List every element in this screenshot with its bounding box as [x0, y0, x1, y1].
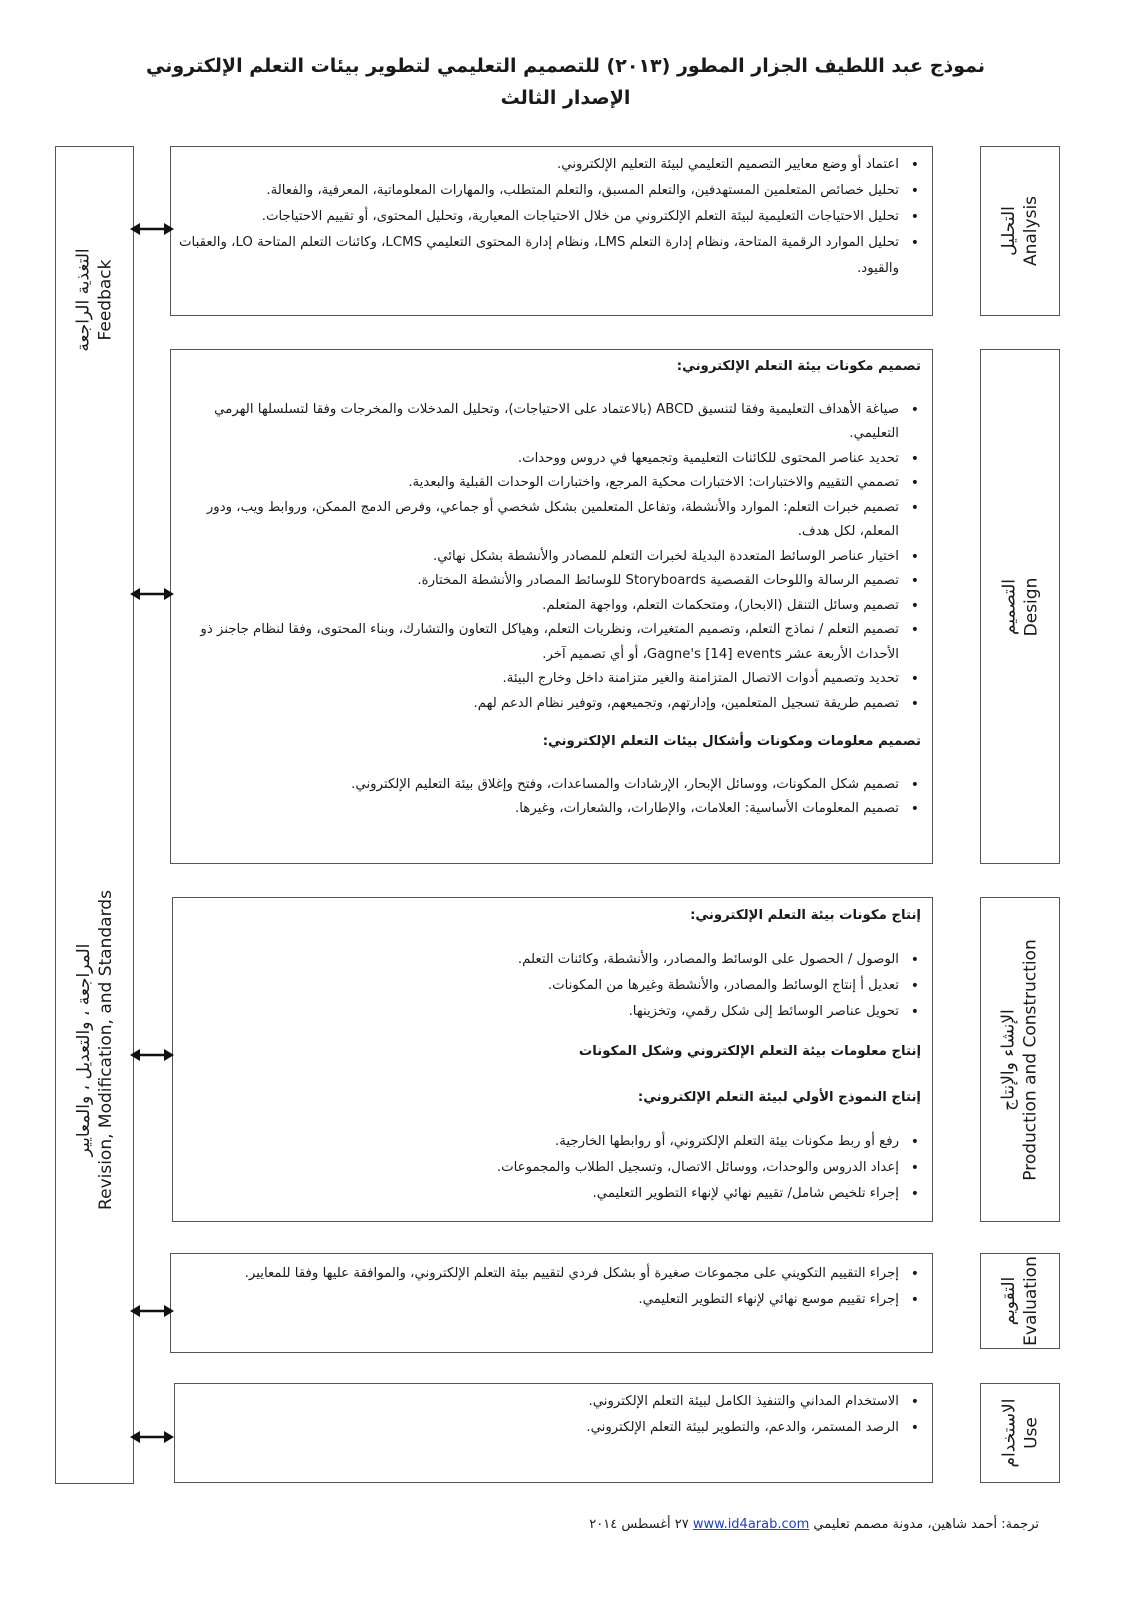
footer-date: ٢٧ أغسطس ٢٠١٤ — [589, 1517, 689, 1532]
production-item: • إعداد الدروس والوحدات، ووسائل الاتصال، وتسجيل الطلاب والمجموعات. — [180, 1155, 899, 1181]
use-item: • الرصد المستمر، والدعم، والتطوير لبيئة التعلم الإلكتروني. — [182, 1415, 899, 1441]
design-double-arrow-icon — [130, 586, 174, 602]
design-item: • تصميم التعلم / نماذج التعلم، وتصميم المتغيرات، ونظريات التعلم، وهياكل التعاون والتشارك، وبناء المحتوى، وفقا لنظام جاجنز ذو الأحداث الأربعة عشر Gagne's [14] events، أو أي تصميم آخر. — [178, 618, 899, 667]
production-item: • إجراء تلخيص شامل/ تقييم نهائي لإنهاء التطوير التعليمي. — [180, 1181, 899, 1207]
footer-link[interactable]: www.id4arab.com — [692, 1517, 810, 1532]
design-label-en: Design — [1020, 577, 1041, 636]
design-item: • تصميم شكل المكونات، ووسائل الإبحار، الإرشادات والمساعدات، وفتح وإغلاق بيئة التعليم الإلكتروني. — [178, 773, 899, 798]
evaluation-content — [170, 1253, 933, 1353]
analysis-item: • تحليل خصائص المتعلمين المستهدفين، والتعلم المسبق، والتعلم المتطلب، والمهارات المعلوماتية، المعرفية، والفعالة. — [178, 178, 899, 204]
design-item: • تصميم الرسالة واللوحات القصصية Storyboards للوسائط المصادر والأنشطة المختارة. — [178, 569, 899, 594]
analysis-item: • تحليل الموارد الرقمية المتاحة، ونظام إدارة التعلم LMS، ونظام إدارة المحتوى التعليمي LCMS، وكائنات التعلم المتاحة LO، والعقبات والقيود. — [178, 230, 899, 282]
use-label-en: Use — [1020, 1417, 1041, 1449]
evaluation-item: • إجراء التقييم التكويني على مجموعات صغيرة أو بشكل فردي لتقييم بيئة التعلم الإلكتروني، والموافقة عليها وفقا للمعايير. — [178, 1261, 899, 1287]
production-heading-components: إنتاج مكونات بيئة التعلم الإلكتروني: — [690, 908, 921, 923]
production-content — [172, 897, 933, 1222]
feedback-label-en: Feedback — [95, 259, 116, 341]
use-label — [980, 1383, 1060, 1483]
evaluation-label-en: Evaluation — [1021, 1256, 1042, 1346]
design-item: • تصميم المعلومات الأساسية: العلامات، والإطارات، والشعارات، وغيرها. — [178, 797, 899, 822]
production-heading-prototype: إنتاج النموذج الأولي لبيئة التعلم الإلكتروني: — [637, 1090, 921, 1105]
design-item: • تصميم وسائل التنقل (الابحار)، ومتحكمات التعلم، وواجهة المتعلم. — [178, 594, 899, 619]
production-label — [980, 897, 1060, 1222]
design-item: • تصميم طريقة تسجيل المتعلمين، وإدارتهم، وتجميعهم، وتوفير نظام الدعم لهم. — [178, 692, 899, 717]
evaluation-label — [980, 1253, 1060, 1349]
analysis-label — [980, 146, 1060, 316]
production-item: • الوصول / الحصول على الوسائط والمصادر، والأنشطة، وكائنات التعلم. — [180, 947, 899, 973]
design-item: • اختيار عناصر الوسائط المتعددة البديلة لخبرات التعلم للمصادر والأنشطة بشكل نهائي. — [178, 545, 899, 570]
analysis-label-en: Analysis — [1020, 195, 1041, 267]
analysis-label-ar: التحليل — [998, 206, 1019, 256]
design-item: • تحديد عناصر المحتوى للكائنات التعليمية وتجميعها في دروس ووحدات. — [178, 447, 899, 472]
use-item: • الاستخدام المداني والتنفيذ الكامل لبيئة التعلم الإلكتروني. — [182, 1389, 899, 1415]
title-line-2: الإصدار الثالث — [500, 87, 631, 109]
revision-label-ar: المراجعة ، والتعديل ، والمعايير — [73, 943, 94, 1157]
feedback-label-ar: التغذية الراجعة — [73, 248, 94, 352]
evaluation-item: • إجراء تقييم موسع نهائي لإنهاء التطوير التعليمي. — [178, 1287, 899, 1313]
analysis-double-arrow-icon — [130, 221, 174, 237]
revision-label — [55, 880, 134, 1220]
design-label — [980, 349, 1060, 864]
footer-prefix: ترجمة: أحمد شاهين، مدونة مصمم تعليمي — [813, 1517, 1039, 1532]
feedback-label — [55, 150, 134, 450]
design-label-ar: التصميم — [998, 578, 1019, 635]
design-heading-information: تصميم معلومات ومكونات وأشكال بيئات التعلم الإلكتروني: — [542, 734, 921, 749]
use-double-arrow-icon — [130, 1429, 174, 1445]
production-label-ar: الإنشاء والإنتاج — [999, 1008, 1020, 1111]
title-line-1: نموذج عبد اللطيف الجزار المطور (٢٠١٣) للتصميم التعليمي لتطوير بيئات التعلم الإلكتروني — [146, 55, 985, 77]
analysis-item: • اعتماد أو وضع معايير التصميم التعليمي لبيئة التعليم الإلكتروني. — [178, 152, 899, 178]
design-item: • تصميم خبرات التعلم: الموارد والأنشطة، وتفاعل المتعلمين بشكل شخصي أو جماعي، وفرص الدمج الممكن، وروابط ويب، ودور المعلم، لكل هدف. — [178, 496, 899, 545]
analysis-item: • تحليل الاحتياجات التعليمية لبيئة التعلم الإلكتروني من خلال الاحتياجات المعيارية، وتحليل المحتوى، أو تقييم الاحتياجات. — [178, 204, 899, 230]
design-item: • صياغة الأهداف التعليمية وفقا لتنسيق ABCD (بالاعتماد على الاحتياجات)، وتحليل المدخلات والمخرجات وفقا لتسلسلها الهرمي التعليمي. — [178, 398, 899, 447]
design-item: • تصممي التقييم والاختبارات: الاختبارات محكية المرجع، واختبارات الوحدات القبلية والبعدية. — [178, 471, 899, 496]
design-content — [170, 349, 933, 864]
design-heading-components: تصميم مكونات بيئة التعلم الإلكتروني: — [676, 359, 921, 374]
production-double-arrow-icon — [130, 1047, 174, 1063]
use-label-ar: الاستخدام — [998, 1398, 1019, 1468]
production-heading-information: إنتاج معلومات بيئة التعلم الإلكتروني وشكل المكونات — [578, 1044, 921, 1059]
production-item: • تعديل أ إنتاج الوسائط والمصادر، والأنشطة وغيرها من المكونات. — [180, 973, 899, 999]
analysis-content — [170, 146, 933, 316]
footer-credit — [589, 1517, 1039, 1532]
revision-label-en: Revision, Modification, and Standards — [95, 890, 116, 1210]
production-item: • تحويل عناصر الوسائط إلى شكل رقمي، وتخزينها. — [180, 999, 899, 1025]
evaluation-label-ar: التقويم — [999, 1276, 1020, 1326]
design-item: • تحديد وتصميم أدوات الاتصال المتزامنة والغير متزامنة داخل وخارج البيئة. — [178, 667, 899, 692]
evaluation-double-arrow-icon — [130, 1303, 174, 1319]
use-content — [174, 1383, 933, 1483]
production-label-en: Production and Construction — [1021, 938, 1042, 1181]
production-item: • رفع أو ربط مكونات بيئة التعلم الإلكتروني، أو روابطها الخارجية. — [180, 1129, 899, 1155]
